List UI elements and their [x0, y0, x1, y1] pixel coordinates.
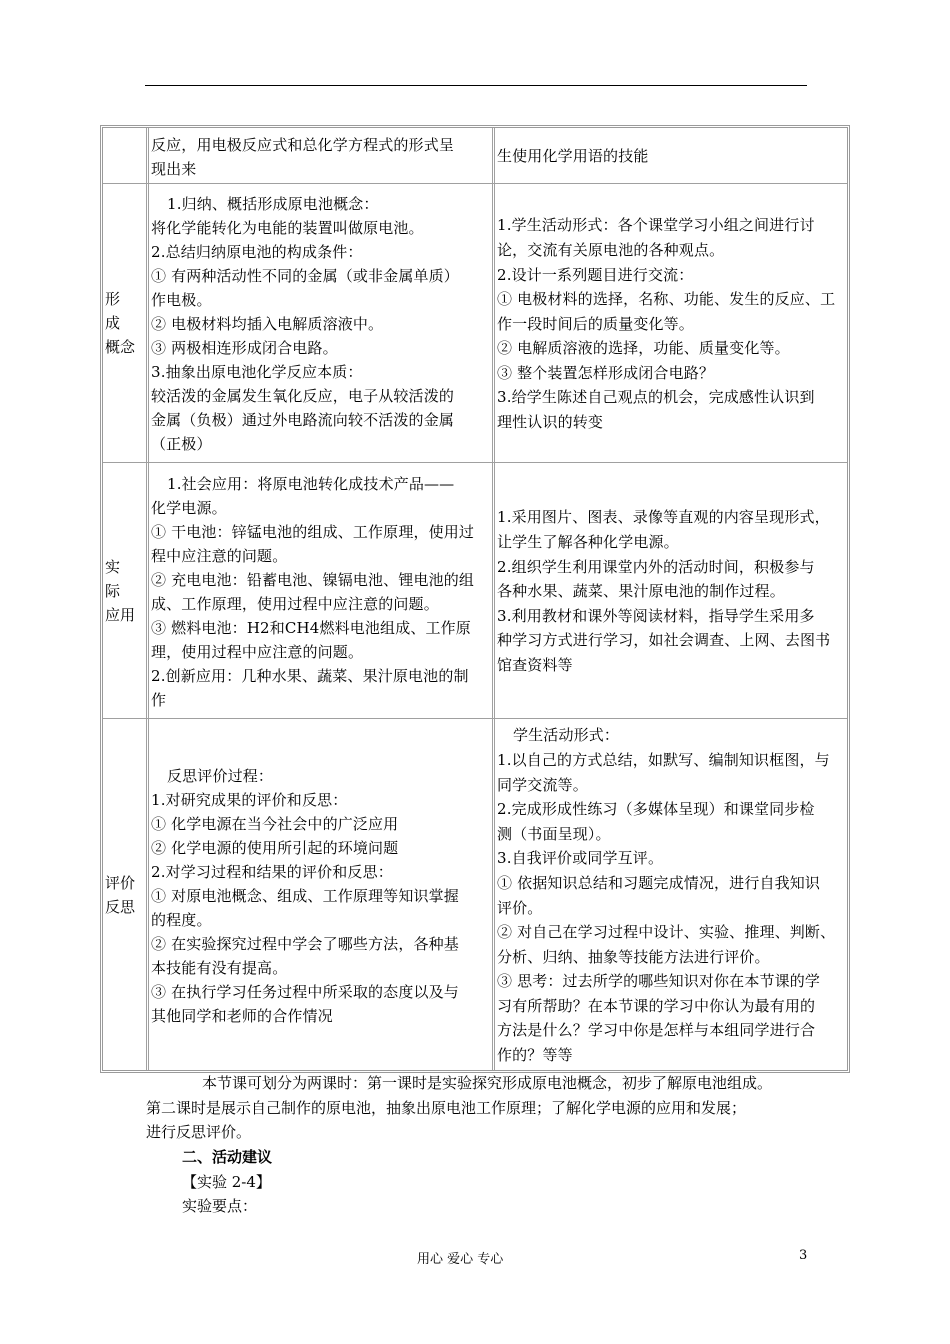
- text-line: ① 依据知识总结和习题完成情况，进行自我知识: [497, 873, 821, 892]
- text-line: 1.采用图片、图表、录像等直观的内容呈现形式，: [497, 508, 830, 527]
- text-line: 学生活动形式：: [513, 726, 620, 745]
- text-line: 馆查资料等: [497, 655, 573, 674]
- text-line: ③ 在执行学习任务过程中所采取的态度以及与: [151, 982, 459, 1001]
- section-heading: 二、活动建议: [182, 1148, 273, 1166]
- text-line: 2.组织学生利用课堂内外的活动时间，积极参与: [497, 557, 815, 576]
- text-line: 3.抽象出原电池化学反应本质：: [151, 363, 363, 381]
- text-line: 1.学生活动形式：各个课堂学习小组之间进行讨: [497, 216, 815, 235]
- row-label-application: [103, 463, 149, 718]
- text-line: ① 化学电源在当今社会中的广泛应用: [151, 814, 399, 833]
- row-label-line: 概念: [105, 338, 136, 356]
- text-line: 习有所帮助？在本节课的学习中你认为最有用的: [497, 996, 816, 1015]
- text-line: 作一段时间后的质量变化等。: [497, 314, 694, 333]
- text-line: 2.完成形成性练习（多媒体呈现）和课堂同步检: [497, 800, 815, 819]
- text-line: 理，使用过程中应注意的问题。: [151, 642, 364, 661]
- text-line: ③ 思考：过去所学的哪些知识对你在本节课的学: [497, 972, 821, 991]
- text-line: 反应，用电极反应式和总化学方程式的形式呈: [151, 135, 455, 154]
- text-line: 化学电源。: [151, 498, 227, 517]
- text-line: 论，交流有关原电池的各种观点。: [497, 240, 725, 259]
- text-line: ② 电解质溶液的选择，功能、质量变化等。: [497, 339, 790, 358]
- content-cell: [149, 463, 495, 718]
- body-paragraph: 第二课时是展示自己制作的原电池，抽象出原电池工作原理；了解化学电源的应用和发展；: [146, 1099, 747, 1117]
- text-line: 同学交流等。: [497, 775, 588, 794]
- text-line: 金属（负极）通过外电路流向较不活泼的金属: [151, 411, 455, 429]
- row-label-line: 形 成: [105, 290, 136, 332]
- experiment-label: 【实验 2-4】: [182, 1173, 271, 1191]
- activity-cell: [495, 184, 847, 462]
- text-line: 2.创新应用：几种水果、蔬菜、果汁原电池的制: [151, 666, 469, 685]
- text-line: 1.对研究成果的评价和反思：: [151, 790, 348, 809]
- row-label-empty: [103, 128, 149, 183]
- row-label-evaluation: [103, 719, 149, 1070]
- content-cell: [149, 719, 495, 1070]
- text-line: ② 在实验探究过程中学会了哪些方法，各种基: [151, 934, 459, 953]
- row-label-line: 评价: [105, 873, 136, 892]
- content-cell: [149, 184, 495, 462]
- text-line: 现出来: [151, 159, 197, 178]
- text-line: 作的？等等: [497, 1046, 573, 1065]
- text-line: ③ 整个装置怎样形成闭合电路？: [497, 363, 715, 382]
- text-line: 3.给学生陈述自己观点的机会，完成感性认识到: [497, 388, 815, 407]
- text-line: 将化学能转化为电能的装置叫做原电池。: [151, 219, 424, 237]
- text-line: 1.以自己的方式总结，如默写、编制知识框图，与: [497, 750, 830, 769]
- body-paragraph: 本节课可划分为两课时：第一课时是实验探究形成原电池概念，初步了解原电池组成。: [202, 1074, 773, 1092]
- body-paragraph: 进行反思评价。: [146, 1123, 252, 1141]
- text-line: 种学习方式进行学习，如社会调查、上网、去图书: [497, 631, 831, 650]
- experiment-points: 实验要点：: [182, 1197, 258, 1215]
- text-line: 本技能有没有提高。: [151, 958, 288, 977]
- text-line: 3.自我评价或同学互评。: [497, 849, 664, 868]
- text-line: ① 干电池：锌锰电池的组成、工作原理，使用过: [151, 522, 475, 541]
- text-line: 其他同学和老师的合作情况: [151, 1006, 333, 1025]
- text-line: 评价。: [497, 898, 543, 917]
- text-line: 3.利用教材和课外等阅读材料，指导学生采用多: [497, 606, 815, 625]
- row-label-line: 应用: [105, 605, 136, 624]
- text-line: 各种水果、蔬菜、果汁原电池的制作过程。: [497, 582, 785, 601]
- table-row: [103, 184, 847, 463]
- text-line: ① 有两种活动性不同的金属（或非金属单质）: [151, 267, 459, 285]
- row-label-concept: [103, 184, 149, 462]
- text-line: 方法是什么？学习中你是怎样与本组同学进行合: [497, 1021, 816, 1040]
- text-line: ② 对自己在学习过程中设计、实验、推理、判断、: [497, 923, 836, 942]
- lesson-plan-table: [100, 125, 850, 1073]
- text-line: 理性认识的转变: [497, 413, 604, 432]
- text-line: 作: [151, 690, 167, 709]
- text-line: ② 化学电源的使用所引起的环境问题: [151, 838, 399, 857]
- text-line: （正极）: [151, 435, 212, 453]
- text-line: ① 电极材料的选择，名称、功能、发生的反应、工: [497, 290, 836, 309]
- text-line: 2.对学习过程和结果的评价和反思：: [151, 862, 393, 881]
- text-line: 1.社会应用：将原电池转化成技术产品——: [167, 474, 455, 493]
- text-line: 让学生了解各种化学电源。: [497, 533, 679, 552]
- table-row: [103, 463, 847, 719]
- content-cell: [149, 128, 495, 183]
- text-line: 成、工作原理，使用过程中应注意的问题。: [151, 594, 439, 613]
- footer-motto: 用心 爱心 专心: [417, 1252, 504, 1267]
- activity-cell: [495, 463, 847, 718]
- text-line: ① 对原电池概念、组成、工作原理等知识掌握: [151, 886, 459, 905]
- page-number: 3: [799, 1248, 808, 1263]
- text-line: 2.总结归纳原电池的构成条件：: [151, 243, 363, 261]
- table-row: [103, 128, 847, 184]
- row-label-line: 反思: [105, 897, 136, 916]
- header-rule: [145, 85, 807, 86]
- text-line: ② 电极材料均插入电解质溶液中。: [151, 315, 384, 333]
- text-line: 分析、归纳、抽象等技能方法进行评价。: [497, 947, 770, 966]
- text-line: 测（书面呈现）。: [497, 824, 611, 843]
- text-line: 生使用化学用语的技能: [497, 147, 649, 166]
- text-line: 程中应注意的问题。: [151, 546, 288, 565]
- text-line: 2.设计一系列题目进行交流：: [497, 265, 694, 284]
- activity-cell: [495, 719, 847, 1070]
- text-line: ③ 两极相连形成闭合电路。: [151, 339, 338, 357]
- text-line: ② 充电电池：铅蓄电池、镍镉电池、锂电池的组: [151, 570, 475, 589]
- row-label-line: 实 际: [105, 557, 136, 600]
- text-line: 反思评价过程：: [167, 766, 274, 785]
- text-line: 1.归纳、概括形成原电池概念：: [167, 195, 379, 213]
- text-line: 作电极。: [151, 291, 212, 309]
- text-line: 的程度。: [151, 910, 212, 929]
- text-line: ③ 燃料电池：H2和CH4燃料电池组成、工作原: [151, 618, 471, 637]
- text-line: 较活泼的金属发生氧化反应，电子从较活泼的: [151, 387, 455, 405]
- activity-cell: [495, 128, 847, 183]
- table-row: [103, 719, 847, 1070]
